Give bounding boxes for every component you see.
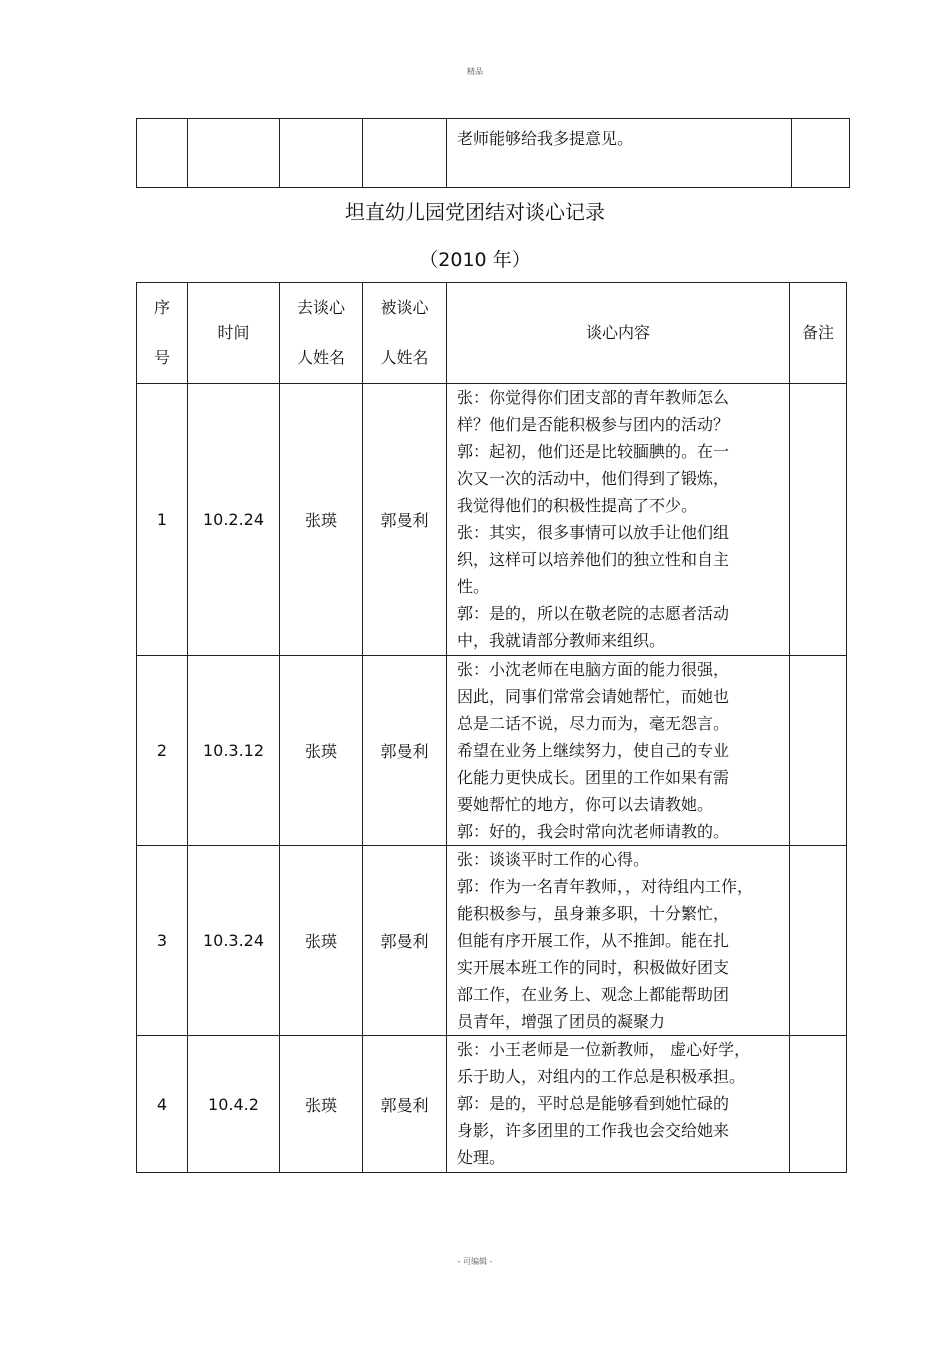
- content-line: 织，这样可以培养他们的独立性和自主: [457, 550, 730, 569]
- content-line: 能积极参与，虽身兼多职，十分繁忙，: [457, 904, 730, 923]
- content-line: 身影，许多团里的工作我也会交给她来: [457, 1121, 730, 1140]
- content-line: 张：其实，很多事情可以放手让他们组: [457, 523, 730, 542]
- seq-cell: 1: [137, 384, 188, 656]
- visitor-cell: 张瑛: [280, 846, 363, 1036]
- header-visitor-line: 去谈心: [296, 298, 345, 317]
- content-line: 张：谈谈平时工作的心得。: [457, 850, 650, 869]
- content-line: 处理。: [457, 1148, 506, 1167]
- table-row: [137, 846, 847, 1036]
- visited-cell: 郭曼利: [363, 1036, 447, 1173]
- time-cell: 10.3.12: [188, 656, 280, 846]
- remark-cell: [790, 656, 847, 846]
- content-line: 希望在业务上继续努力，使自己的专业: [457, 741, 730, 760]
- content-line: 性。: [457, 577, 490, 596]
- content-line: 张：小沈老师在电脑方面的能力很强，: [457, 660, 730, 679]
- time-cell: 10.2.24: [188, 384, 280, 656]
- content-line: 郭：是的，平时总是能够看到她忙碌的: [457, 1094, 730, 1113]
- time-cell: [188, 119, 280, 188]
- content-line: 要她帮忙的地方，你可以去请教她。: [457, 795, 714, 814]
- content-line: 次又一次的活动中，他们得到了锻炼，: [457, 469, 730, 488]
- header-remark: 备注: [790, 283, 847, 384]
- seq-cell: [137, 119, 188, 188]
- visited-cell: 郭曼利: [363, 656, 447, 846]
- talk-record-table: [136, 282, 847, 1173]
- seq-cell: 2: [137, 656, 188, 846]
- content-line: 郭：是的，所以在敬老院的志愿者活动: [457, 604, 730, 623]
- table-row: [137, 1036, 847, 1173]
- page-footer: - 可编辑 -: [457, 1257, 493, 1266]
- remark-cell: [790, 846, 847, 1036]
- content-cell: [447, 384, 790, 656]
- content-line: 乐于助人，对组内的工作总是积极承担。: [457, 1067, 746, 1086]
- content-line: 中，我就请部分教师来组织。: [457, 631, 666, 650]
- visited-cell: 郭曼利: [363, 846, 447, 1036]
- remark-cell: [792, 119, 850, 188]
- content-line: 化能力更快成长。团里的工作如果有需: [457, 768, 730, 787]
- time-cell: 10.3.24: [188, 846, 280, 1036]
- table-header-row: [137, 283, 847, 384]
- content-cell: [447, 846, 790, 1036]
- content-line: 样？他们是否能积极参与团内的活动？: [457, 415, 730, 434]
- page-title: 坦直幼儿园党团结对谈心记录: [345, 200, 605, 224]
- table-row: [137, 656, 847, 846]
- content-line: 郭：作为一名青年教师，，对待组内工作，: [457, 877, 754, 896]
- header-time: 时间: [188, 283, 280, 384]
- table-row: [137, 119, 850, 188]
- header-visitor: [280, 283, 363, 384]
- header-seq-line: 号: [153, 348, 170, 367]
- visited-cell: [363, 119, 447, 188]
- content-cell: [447, 1036, 790, 1173]
- visited-cell: 郭曼利: [363, 384, 447, 656]
- remark-cell: [790, 384, 847, 656]
- time-cell: 10.4.2: [188, 1036, 280, 1173]
- header-content: 谈心内容: [447, 283, 790, 384]
- content-line: 我觉得他们的积极性提高了不少。: [457, 496, 698, 515]
- year-subtitle: （2010 年）: [419, 249, 531, 271]
- content-line: 总是二话不说，尽力而为，毫无怨言。: [457, 714, 730, 733]
- table-row: [137, 384, 847, 656]
- header-visited: [363, 283, 447, 384]
- content-line: 张：小王老师是一位新教师， 虚心好学，: [457, 1040, 751, 1059]
- seq-cell: 4: [137, 1036, 188, 1173]
- content-line: 郭：起初，他们还是比较腼腆的。在一: [457, 442, 730, 461]
- header-visitor-line: 人姓名: [296, 348, 345, 367]
- remark-cell: [790, 1036, 847, 1173]
- content-cell: 老师能够给我多提意见。: [447, 119, 792, 188]
- content-line: 部工作，在业务上、观念上都能帮助团: [457, 985, 730, 1004]
- previous-table-fragment: [136, 118, 850, 188]
- header-visited-line: 人姓名: [380, 348, 429, 367]
- visitor-cell: 张瑛: [280, 384, 363, 656]
- visitor-cell: 张瑛: [280, 1036, 363, 1173]
- visitor-cell: [280, 119, 363, 188]
- seq-cell: 3: [137, 846, 188, 1036]
- content-line: 但能有序开展工作，从不推卸。能在扎: [457, 931, 730, 950]
- page-header: 精品: [467, 67, 483, 76]
- visitor-cell: 张瑛: [280, 656, 363, 846]
- content-line: 张：你觉得你们团支部的青年教师怎么: [457, 388, 730, 407]
- header-seq-line: 序: [153, 298, 170, 317]
- header-visited-line: 被谈心: [380, 298, 429, 317]
- content-line: 郭：好的，我会时常向沈老师请教的。: [457, 822, 730, 841]
- header-seq: [137, 283, 188, 384]
- content-line: 因此，同事们常常会请她帮忙，而她也: [457, 687, 730, 706]
- content-line: 实开展本班工作的同时，积极做好团支: [457, 958, 730, 977]
- content-cell: [447, 656, 790, 846]
- content-line: 员青年，增强了团员的凝聚力: [457, 1012, 666, 1031]
